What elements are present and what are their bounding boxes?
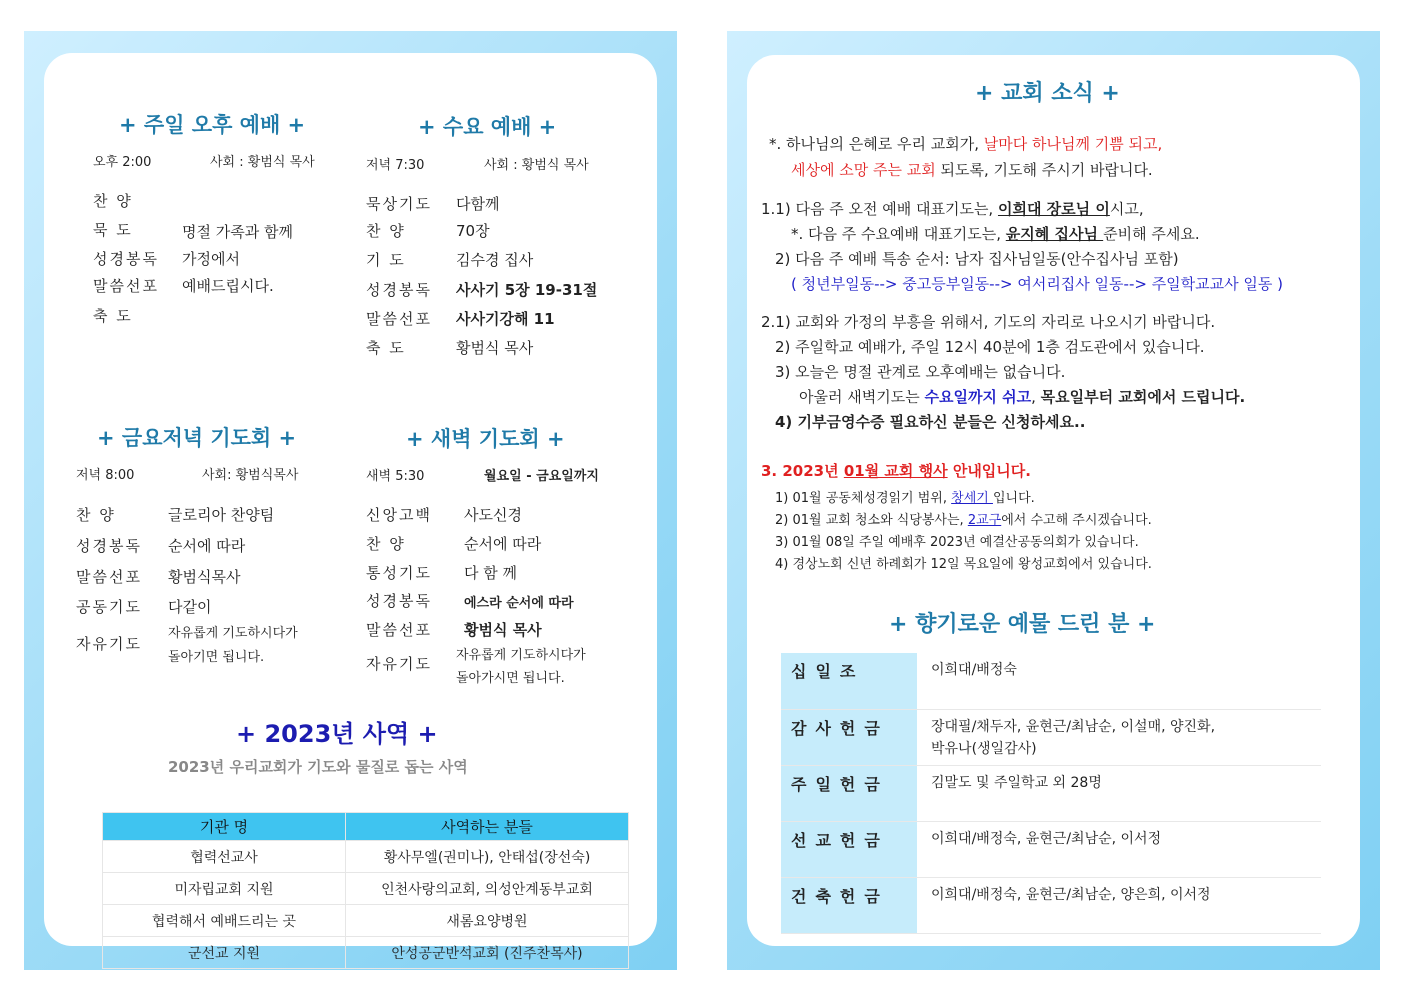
news-3b-text: 2) 01월 교회 청소와 식당봉사는, [775,513,968,528]
wednesday-label-1: 묵상기도 [366,195,432,213]
offering-names [917,877,1321,933]
news-1a-text: 1.1) 다음 주 오전 예배 대표기도는, [761,200,998,218]
wednesday-host: 사회 : 황범식 목사 [484,158,589,173]
news-3b-blue: 2교구 [967,513,1002,528]
friday-value-1: 글로리아 찬양팀 [168,506,275,524]
offering-names [917,709,1321,765]
friday-value-5b: 돌아기면 됩니다. [168,650,265,665]
dawn-host: 월요일 - 금요일까지 [484,469,599,484]
sunday-host: 사회 : 황범식 목사 [210,155,315,170]
offering-names-line: 김말도 및 주일학교 외 28명 [931,774,1102,791]
news-2b: 2) 주일학교 예배가, 주일 12시 40분에 1층 검도관에서 있습니다. [775,338,1205,356]
intro-line-1 [769,133,1162,154]
wednesday-label-2: 찬 양 [366,222,406,240]
news-2d-sep: , [1031,388,1041,406]
dawn-label-1: 신앙고백 [366,506,432,524]
news-3b-post: 에서 수고해 주시겠습니다. [1001,513,1152,528]
right-page [727,31,1380,970]
offering-names-line: 이희대/배정숙, 윤현근/최남순, 양은희, 이서정 [931,886,1211,903]
table-row [781,709,1321,765]
news-3a [775,487,1035,506]
news-2c: 3) 오늘은 명절 관계로 오후예배는 없습니다. [775,363,1066,381]
wednesday-label-5: 말씀선포 [366,310,432,328]
news-1b-name: 윤지혜 집사님 [1005,225,1104,243]
table-row [781,765,1321,821]
dawn-value-5: 황범식 목사 [464,621,542,639]
news-3-title-ul: 01월 교회 행사 [843,462,948,480]
dawn-value-1: 사도신경 [464,506,522,524]
dawn-value-4: 에스라 순서에 따라 [464,596,574,611]
sunday-label-5: 축 도 [93,307,133,325]
table-row [103,905,629,937]
news-1b-text: *. 다음 주 수요예배 대표기도는, [791,225,1006,243]
intro-line-2 [791,159,1153,180]
ministry-header-org: 기관 명 [103,813,346,841]
sunday-title: + 주일 오후 예배 + [119,113,306,137]
wednesday-value-2: 70장 [456,222,490,240]
news-1d: ( 청년부일동--> 중고등부일동--> 여서리집사 일동--> 주일학교교사 일동 ) [791,275,1284,293]
news-2d-blue: 수요일까지 쉬고 [924,388,1032,406]
table-row [781,653,1321,709]
wednesday-time: 저녁 7:30 [366,158,425,173]
table-row [781,877,1321,933]
friday-title: + 금요저녁 기도회 + [97,426,297,450]
news-1a-name: 이희대 장로님 이 [997,200,1110,218]
dawn-title: + 새벽 기도회 + [406,427,565,451]
dawn-label-4: 성경봉독 [366,592,432,610]
offering-names-line: 이희대/배정숙, 윤현근/최남순, 이서정 [931,830,1162,847]
news-1a-post: 시고, [1109,200,1144,218]
news-1a [761,198,1144,219]
wednesday-value-3: 김수경 집사 [456,251,534,269]
ministry-org: 협력해서 예배드리는 곳 [103,905,346,937]
ministry-people: 새롬요양병원 [346,905,629,937]
news-3a-text: 1) 01월 공동체성경읽기 범위, [775,491,952,506]
news-1b-post: 준비해 주세요. [1103,225,1200,243]
dawn-label-3: 통성기도 [366,564,432,582]
sunday-label-1: 찬 양 [93,192,133,210]
dawn-value-2: 순서에 따라 [464,535,542,553]
friday-label-1: 찬 양 [76,506,116,524]
wednesday-value-5: 사사기강해 11 [456,310,555,328]
wednesday-value-1: 다함께 [456,195,500,213]
offering-names [917,653,1321,709]
news-3b [775,509,1152,528]
ministry-subtitle: 2023년 우리교회가 기도와 물질로 돕는 사역 [168,758,468,776]
news-3d: 4) 경상노회 신년 하례회가 12일 목요일에 왕성교회에서 있습니다. [775,557,1152,572]
offering-label: 십일조 [781,653,917,709]
friday-value-5a: 자유롭게 기도하시다가 [168,626,298,641]
news-1c: 2) 다음 주 예배 특송 순서: 남자 집사님일동(안수집사님 포함) [775,250,1179,268]
table-row [103,841,629,873]
dawn-value-6b: 돌아가시면 됩니다. [456,671,565,686]
sunday-value-3: 가정에서 [182,250,240,268]
friday-host: 사회: 황범식목사 [202,468,299,483]
news-3-title [761,460,1031,481]
offering-names [917,765,1321,821]
news-2d [799,386,1245,407]
sunday-time: 오후 2:00 [93,155,152,170]
ministry-title: + 2023년 사역 + [236,720,438,748]
friday-value-2: 순서에 따라 [168,537,246,555]
dawn-label-6: 자유기도 [366,655,432,673]
ministry-table [102,812,629,969]
ministry-header-row [103,813,629,841]
dawn-value-3: 다 함 께 [464,564,518,582]
ministry-people: 인천사랑의교회, 의성안계동부교회 [346,873,629,905]
wednesday-label-4: 성경봉독 [366,281,432,299]
news-3a-post: 입니다. [992,491,1035,506]
news-3a-blue: 창세기 [951,491,993,506]
offering-label: 주일헌금 [781,765,917,821]
offering-title: + 향기로운 예물 드린 분 + [889,612,1156,637]
table-row [103,873,629,905]
table-row [781,821,1321,877]
left-card [44,53,657,962]
ministry-org: 미자립교회 지원 [103,873,346,905]
wednesday-value-6: 황범식 목사 [456,339,534,357]
offering-table [781,653,1321,934]
news-2a: 2.1) 교회와 가정의 부흥을 위해서, 기도의 자리로 나오시기 바랍니다. [761,313,1216,331]
intro-highlight-1: 날마다 하나님께 기쁨 되고, [983,135,1163,153]
offering-label: 감사헌금 [781,709,917,765]
sunday-label-2: 묵 도 [93,221,133,239]
friday-value-3: 황범식목사 [168,568,241,586]
ministry-org: 협력선교사 [103,841,346,873]
dawn-value-6a: 자유롭게 기도하시다가 [456,648,586,663]
sunday-label-3: 성경봉독 [93,250,159,268]
left-page [24,31,677,970]
intro-text-1: *. 하나님의 은혜로 우리 교회가, [769,135,984,153]
right-card [747,55,1360,946]
offering-label: 건축헌금 [781,877,917,933]
news-2d-text: 아울러 새벽기도는 [799,388,925,406]
news-title: + 교회 소식 + [975,81,1120,106]
wednesday-label-6: 축 도 [366,339,406,357]
dawn-label-2: 찬 양 [366,535,406,553]
dawn-label-5: 말씀선포 [366,621,432,639]
intro-text-2: 되도록, 기도해 주시기 바랍니다. [935,161,1153,179]
sunday-label-4: 말씀선포 [93,277,159,295]
friday-time: 저녁 8:00 [76,468,135,483]
dawn-time: 새벽 5:30 [366,469,425,484]
news-3c: 3) 01월 08일 주일 예배후 2023년 예결산공동의회가 있습니다. [775,535,1139,550]
news-2d-bold: 목요일부터 교회에서 드립니다. [1040,388,1246,406]
ministry-org: 군선교 지원 [103,937,346,969]
sunday-value-4: 예배드립시다. [182,277,274,295]
friday-label-4: 공동기도 [76,598,142,616]
friday-label-2: 성경봉독 [76,537,142,555]
offering-names [917,821,1321,877]
ministry-people: 황사무엘(권미나), 안태섭(장선숙) [346,841,629,873]
friday-label-5: 자유기도 [76,635,142,653]
ministry-people: 안성공군반석교회 (진주찬목사) [346,937,629,969]
friday-value-4: 다같이 [168,598,212,616]
intro-highlight-2: 세상에 소망 주는 교회 [791,161,936,179]
offering-names-line: 이희대/배정숙 [931,662,1017,678]
offering-names-line: 장대필/채두자, 윤현근/최남순, 이설매, 양진화, [931,718,1216,735]
offering-label: 선교헌금 [781,821,917,877]
sunday-value-2: 명절 가족과 함께 [182,223,293,241]
friday-label-3: 말씀선포 [76,568,142,586]
news-3-title-post: 안내입니다. [947,462,1031,480]
ministry-header-people: 사역하는 분들 [346,813,629,841]
wednesday-label-3: 기 도 [366,251,406,269]
offering-names-line: 박유나(생일감사) [931,740,1037,757]
wednesday-value-4: 사사기 5장 19-31절 [456,281,598,299]
news-1b [791,223,1200,244]
wednesday-title: + 수요 예배 + [418,115,557,139]
news-2e: 4) 기부금영수증 필요하신 분들은 신청하세요.. [775,413,1086,431]
table-row [103,937,629,969]
news-3-title-pre: 3. 2023년 [761,462,844,480]
